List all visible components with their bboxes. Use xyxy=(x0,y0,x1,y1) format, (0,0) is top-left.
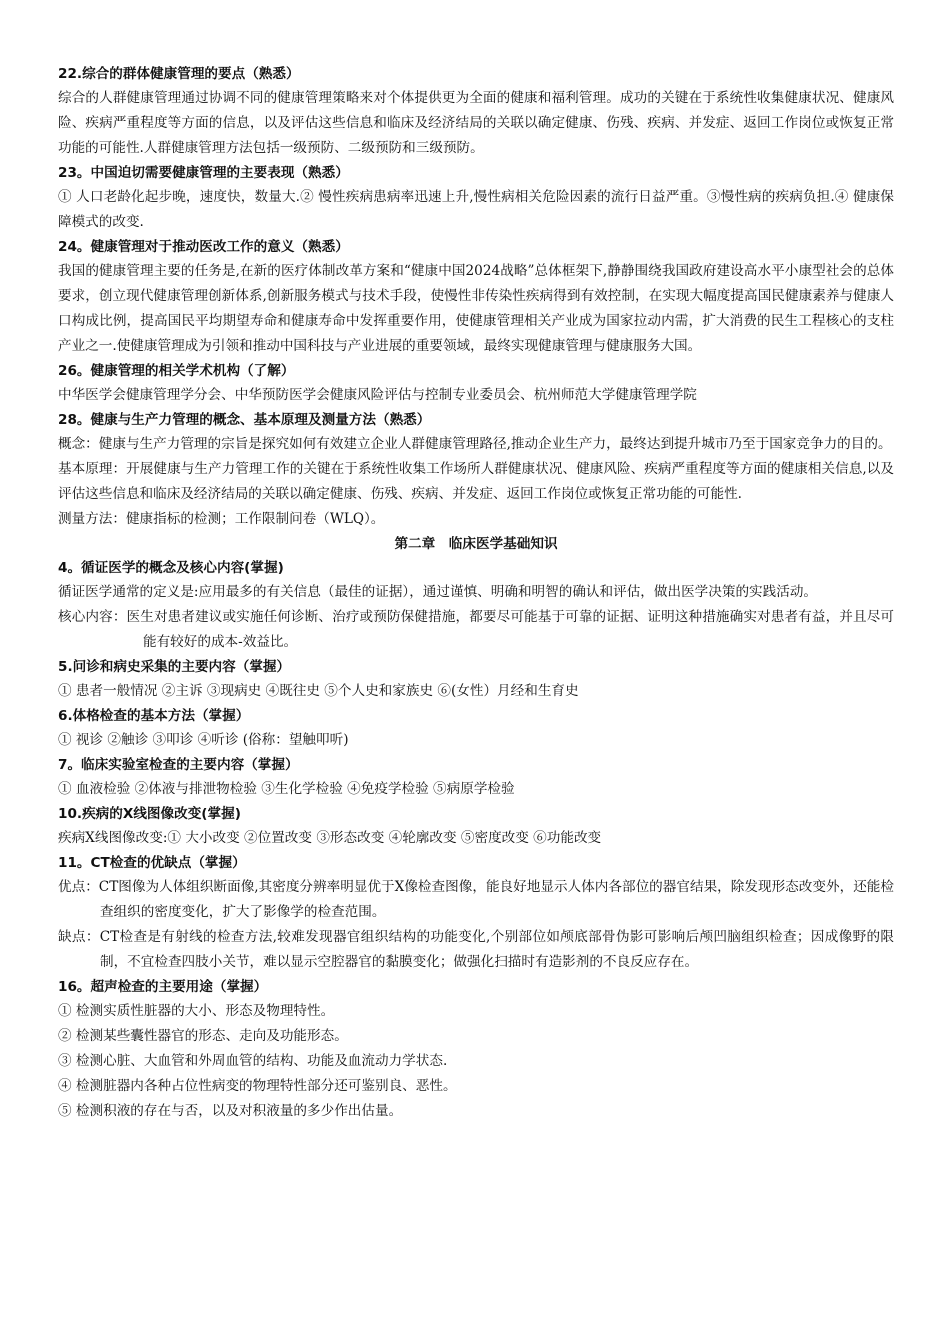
document-page xyxy=(58,62,894,1124)
pros-paragraph: 优点：CT图像为人体组织断面像,其密度分辨率明显优于X像检查图像，能良好地显示人体内各部位的器官结果，除发现形态改变外，还能检查组织的密度变化，扩大了影像学的检查范围。 xyxy=(58,879,894,920)
definition-paragraph: 循证医学通常的定义是:应用最多的有关信息（最佳的证据），通过谨慎、明确和明智的确认和评估，做出医学决策的实践活动。 xyxy=(58,584,818,600)
paragraph: 综合的人群健康管理通过协调不同的健康管理策略来对个体提供更为全面的健康和福利管理。成功的关键在于系统性收集健康状况、健康风险、疾病严重程度等方面的信息，以及评估这些信息和临床及经济结局的关联以确定健康、伤残、疾病、并发症、返回工作岗位或恢复正常功能的可能性.人群健康管理方法包括一级预防、二级预防和三级预防。 xyxy=(58,90,894,156)
principle-paragraph: 基本原理：开展健康与生产力管理工作的关键在于系统性收集工作场所人群健康状况、健康风险、疾病严重程度等方面的健康相关信息,以及评估这些信息和临床及经济结局的关联以确定健康、伤残、疾病、并发症、返回工作岗位或恢复正常功能的可能性. xyxy=(58,461,894,502)
section-heading: 6.体格检查的基本方法（掌握） xyxy=(58,708,250,724)
concept-paragraph: 概念：健康与生产力管理的宗旨是探究如何有效建立企业人群健康管理路径,推动企业生产力，最终达到提升城市乃至于国家竞争力的目的。 xyxy=(58,436,892,452)
section-heading: 5.问诊和病史采集的主要内容（掌握） xyxy=(58,659,291,675)
section-heading: 23。中国迫切需要健康管理的主要表现（熟悉） xyxy=(58,165,349,181)
list-item: ② 检测某些囊性器官的形态、走向及功能形态。 xyxy=(58,1028,348,1044)
cons-paragraph: 缺点：CT检查是有射线的检查方法,较难发现器官组织结构的功能变化,个别部位如颅底部骨伪影可影响后颅凹脑组织检查；因成像野的限制，不宜检查四肢小关节，难以显示空腔器官的黏膜变化；做强化扫描时有造影剂的不良反应存在。 xyxy=(58,929,894,970)
section-heading: 10.疾病的X线图像改变(掌握) xyxy=(58,806,241,822)
section-heading: 22.综合的群体健康管理的要点（熟悉） xyxy=(58,66,300,82)
paragraph: 疾病X线图像改变:① 大小改变 ②位置改变 ③形态改变 ④轮廓改变 ⑤密度改变 ⑥功能改变 xyxy=(58,830,602,846)
method-paragraph: 测量方法：健康指标的检测；工作限制问卷（WLQ）。 xyxy=(58,511,385,527)
paragraph: ① 血液检验 ②体液与排泄物检验 ③生化学检验 ④免疫学检验 ⑤病原学检验 xyxy=(58,781,515,797)
list-item: ⑤ 检测积液的存在与否，以及对积液量的多少作出估量。 xyxy=(58,1103,403,1119)
section-heading: 11。CT检查的优缺点（掌握） xyxy=(58,855,246,871)
core-content-paragraph: 核心内容：医生对患者建议或实施任何诊断、治疗或预防保健措施，都要尽可能基于可靠的证据、证明这种措施确实对患者有益，并且尽可能有较好的成本-效益比。 xyxy=(58,609,894,650)
section-heading: 16。超声检查的主要用途（掌握） xyxy=(58,979,268,995)
list-item: ③ 检测心脏、大血管和外周血管的结构、功能及血流动力学状态. xyxy=(58,1053,448,1069)
chapter-title: 第二章 临床医学基础知识 xyxy=(394,536,558,552)
section-heading: 28。健康与生产力管理的概念、基本原理及测量方法（熟悉） xyxy=(58,412,431,428)
section-heading: 7。临床实验室检查的主要内容（掌握） xyxy=(58,757,299,773)
section-heading: 4。循证医学的概念及核心内容(掌握) xyxy=(58,560,284,576)
paragraph: ① 患者一般情况 ②主诉 ③现病史 ④既往史 ⑤个人史和家族史 ⑥(女性）月经和生育史 xyxy=(58,683,579,699)
list-item: ① 检测实质性脏器的大小、形态及物理特性。 xyxy=(58,1003,335,1019)
paragraph: ① 视诊 ②触诊 ③叩诊 ④听诊 (俗称：望触叩听) xyxy=(58,732,349,748)
section-heading: 26。健康管理的相关学术机构（了解） xyxy=(58,363,295,379)
paragraph: 我国的健康管理主要的任务是,在新的医疗体制改革方案和“健康中国2024战略”总体框架下,静静围绕我国政府建设高水平小康型社会的总体要求，创立现代健康管理创新体系,创新服务模式与技术手段，使慢性非传染性疾病得到有效控制，在实现大幅度提高国民健康素养与健康人口构成比例，提高国民平均期望寿命和健康寿命中发挥重要作用，使健康管理相关产业成为国家拉动内需，扩大消费的民生工程核心的支柱产业之一.使健康管理成为引领和推动中国科技与产业进展的重要领域，最终实现健康管理与健康服务大国。 xyxy=(58,263,894,354)
list-item: ④ 检测脏器内各种占位性病变的物理特性部分还可鉴别良、恶性。 xyxy=(58,1078,457,1094)
paragraph: 中华医学会健康管理学分会、中华预防医学会健康风险评估与控制专业委员会、杭州师范大学健康管理学院 xyxy=(58,387,697,403)
section-heading: 24。健康管理对于推动医改工作的意义（熟悉） xyxy=(58,239,349,255)
paragraph: ① 人口老龄化起步晚，速度快，数量大.② 慢性疾病患病率迅速上升,慢性病相关危险因素的流行日益严重。③慢性病的疾病负担.④ 健康保障模式的改变. xyxy=(58,189,894,230)
